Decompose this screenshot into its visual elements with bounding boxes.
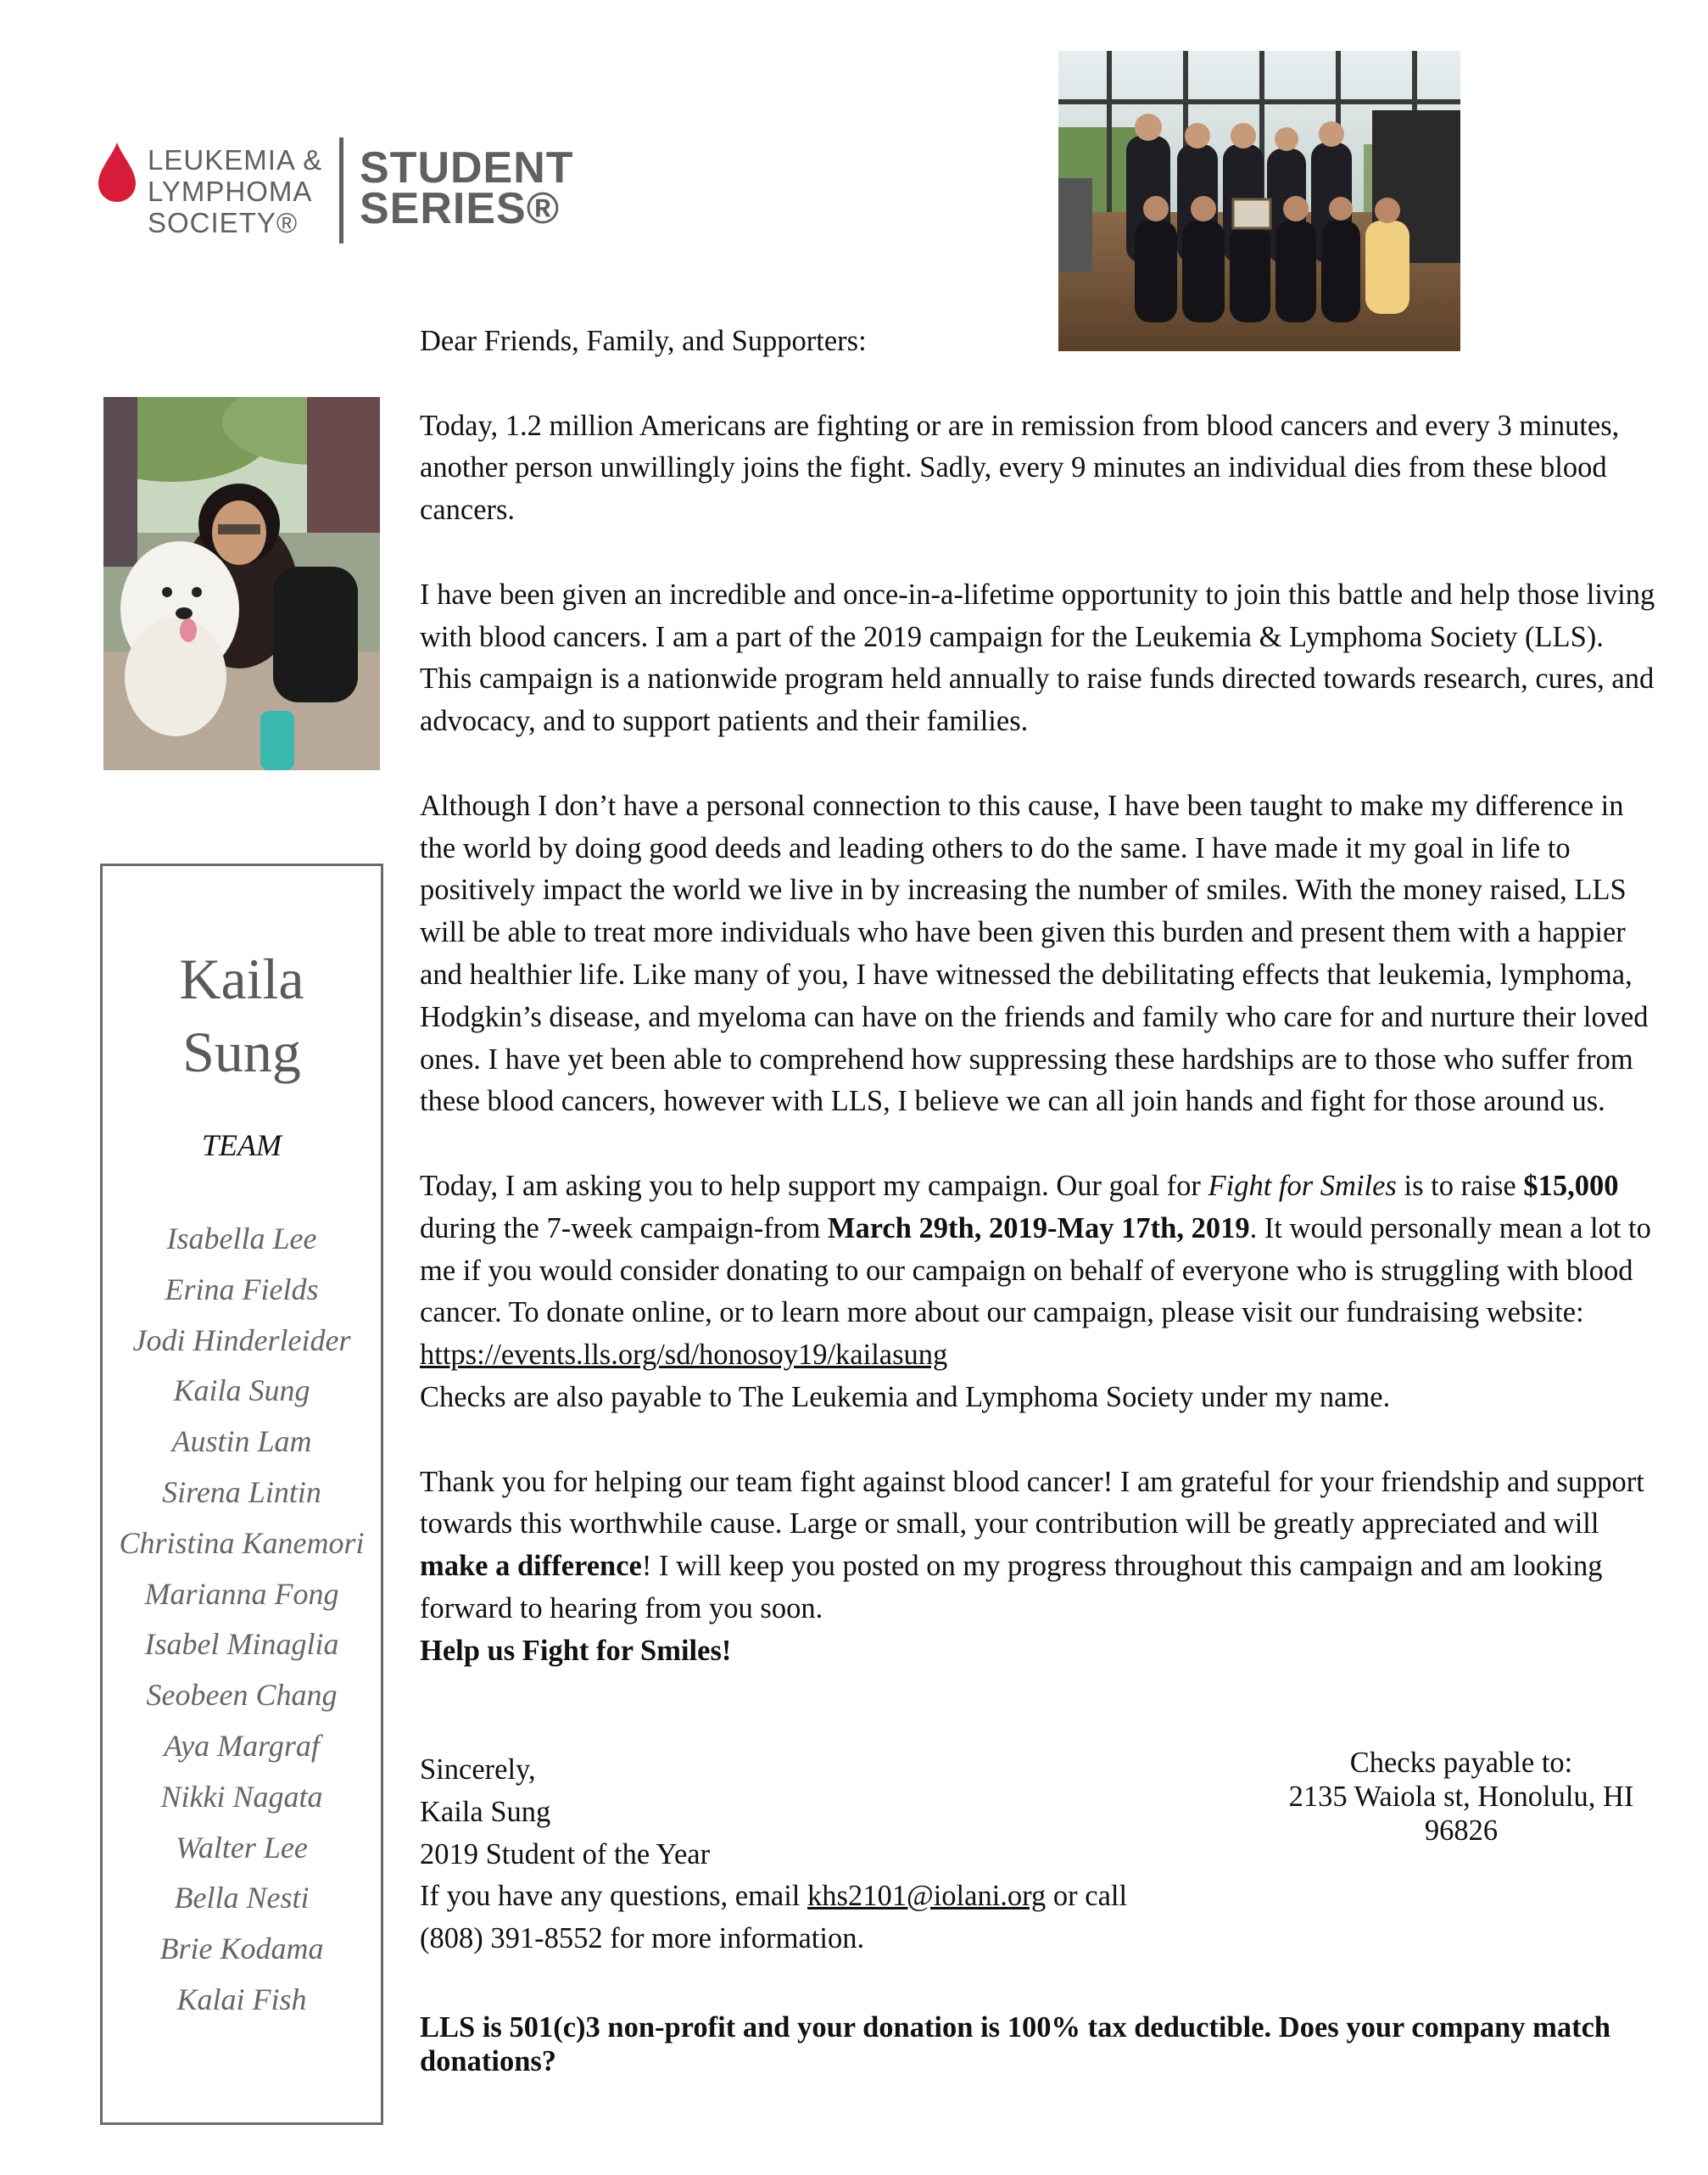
team-member: Walter Lee (176, 1830, 308, 1865)
team-member: Seobeen Chang (146, 1678, 338, 1713)
team-member: Austin Lam (171, 1424, 312, 1459)
lls-student-series-logo (92, 136, 583, 250)
paragraph-statistics: Today, 1.2 million Americans are fighting or are in remission from blood cancers and every 3 minutes, another person unwillingly joins the fight. Sadly, every 9 minutes an individual dies from these blood cancers. (420, 409, 1620, 527)
tax-deductible-note: LLS is 501(c)3 non-profit and your donation is 100% tax deductible. Does your company match donations? (420, 2011, 1611, 2077)
team-member: Christina Kanemori (119, 1525, 365, 1560)
checks-payable-block (1253, 1746, 1669, 1848)
team-member: Erina Fields (165, 1272, 319, 1306)
team-member: Isabel Minaglia (144, 1627, 339, 1662)
program-name: STUDENT SERIES® (360, 143, 574, 233)
campaign-dates: March 29th, 2019-May 17th, 2019 (827, 1211, 1250, 1244)
letter-body (420, 321, 1658, 1673)
signature-block (420, 1749, 1251, 1960)
campaign-name: Fight for Smiles (1208, 1169, 1397, 1202)
phone-line: (808) 391-8552 for more information. (420, 1922, 865, 1955)
team-member: Kaila Sung (173, 1373, 310, 1408)
signoff: Sincerely, (420, 1753, 536, 1786)
signer-name: Kaila Sung (420, 1795, 551, 1828)
logo-divider (339, 137, 343, 243)
org-name: LEUKEMIA & LYMPHOMA SOCIETY® (148, 144, 323, 238)
author-photo (103, 397, 380, 770)
team-member: Kalai Fish (176, 1982, 307, 2016)
checks-address-line1: 2135 Waiola st, Honolulu, HI (1288, 1781, 1634, 1813)
checks-address-line2: 96826 (1424, 1814, 1499, 1847)
team-member: Nikki Nagata (160, 1779, 323, 1814)
team-label: TEAM (202, 1128, 282, 1162)
author-name-heading (103, 942, 381, 1088)
team-member: Jodi Hinderleider (132, 1322, 351, 1357)
team-photo (1058, 51, 1460, 351)
rally-line: Help us Fight for Smiles! (420, 1634, 732, 1667)
salutation: Dear Friends, Family, and Supporters: (420, 325, 867, 357)
contact-line: If you have any questions, email khs2101@iolani.org or call (420, 1880, 1128, 1913)
team-member: Isabella Lee (166, 1222, 317, 1255)
team-member: Bella Nesti (174, 1881, 310, 1915)
email-link[interactable]: khs2101@iolani.org (807, 1880, 1047, 1913)
paragraph-motivation: Although I don’t have a personal connection to this cause, I have been taught to make my difference in the world by doing good deeds and leading others to do the same. I have made it my goal in life to positively impact the world we live in by increasing the number of smiles. With the money raised, LLS will be able to treat more individuals who have been given this burden and present them with a happier and healthier life. Like many of you, I have witnessed the debilitating effects that leukemia, lymphoma, Hodgkin’s disease, and myeloma can have on the friends and family who care for and nurture their loved ones. I have yet been able to comprehend how suppressing these hardships are to those who suffer from these blood cancers, however with LLS, I believe we can all join hands and fight for those around us. (420, 789, 1649, 1118)
signer-title: 2019 Student of the Year (420, 1837, 711, 1870)
team-member: Brie Kodama (159, 1932, 324, 1966)
team-sidebar (100, 864, 383, 2125)
team-member: Sirena Lintin (162, 1474, 321, 1509)
team-member-list (103, 1214, 381, 2026)
fundraising-link[interactable]: https://events.lls.org/sd/honosoy19/kailasung (420, 1339, 948, 1372)
paragraph-goal: Today, I am asking you to help support my campaign. Our goal for Fight for Smiles is to raise $15,000 during the 7-week campaign-from March 29th, 2019-May 17th, 2019. It would personally mean a lot to me if you would consider donating to our campaign on behalf of everyone who is struggling with blood cancer. To donate online, or to learn more about our campaign, please visit our fundraising website: https://events.lls.org/sd/honosoy19/kailasung Checks are also payable to The Leukemia and Lymphoma Society under my name. (420, 1169, 1651, 1413)
paragraph-campaign: I have been given an incredible and once-in-a-lifetime opportunity to join this battle and help those living with blood cancers. I am a part of the 2019 campaign for the Leukemia & Lymphoma Society (LLS). This campaign is a nationwide program held annually to raise funds directed towards research, cures, and advocacy, and to support patients and their families. (420, 578, 1655, 738)
team-member: Marianna Fong (144, 1576, 339, 1611)
emphasis-text: make a difference (420, 1550, 642, 1583)
paragraph-thanks: Thank you for helping our team fight against blood cancer! I am grateful for your friendship and support towards this worthwhile cause. Large or small, your contribution will be greatly appreciated and will make a difference! I will keep you posted on my progress throughout this campaign and am looking forward to hearing from you soon. Help us Fight for Smiles! (420, 1465, 1644, 1667)
blood-drop-icon (95, 141, 139, 204)
author-last-name: Sung (182, 1020, 301, 1084)
checks-label: Checks payable to: (1349, 1747, 1573, 1779)
goal-amount: $15,000 (1523, 1169, 1619, 1202)
author-first-name: Kaila (179, 947, 304, 1011)
team-member: Aya Margraf (164, 1728, 320, 1763)
